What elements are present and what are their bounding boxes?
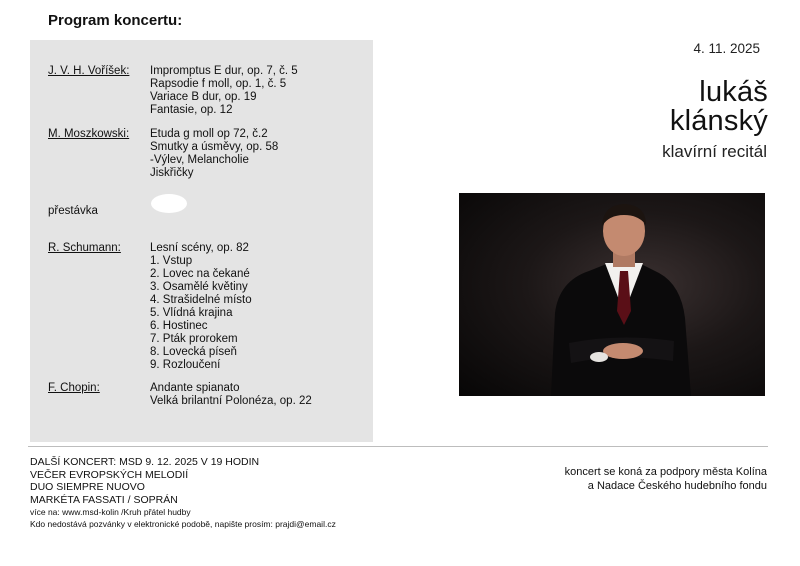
works-moszkowski bbox=[150, 128, 278, 180]
composer-chopin: F. Chopin: bbox=[48, 382, 100, 394]
work-item: Andante spianato bbox=[150, 382, 240, 394]
recital-subtitle: klavírní recitál bbox=[662, 142, 767, 161]
work-item: Impromptus E dur, op. 7, č. 5 bbox=[150, 65, 298, 77]
next-concert-line: DALŠÍ KONCERT: MSD 9. 12. 2025 V 19 HODIN bbox=[30, 456, 260, 468]
work-item: Lesní scény, op. 82 bbox=[150, 242, 249, 254]
work-item: 6. Hostinec bbox=[150, 320, 208, 332]
program-panel bbox=[30, 40, 373, 442]
work-item: Velká brilantní Polonéza, op. 22 bbox=[150, 395, 312, 407]
work-item: 1. Vstup bbox=[150, 255, 193, 267]
next-concert-line: VEČER EVROPSKÝCH MELODIÍ bbox=[30, 468, 189, 481]
footer-divider bbox=[28, 446, 768, 447]
work-item: Smutky a úsměvy, op. 58 bbox=[150, 141, 279, 153]
composer-vorisek: J. V. H. Voříšek: bbox=[48, 65, 130, 77]
work-item: Fantasie, op. 12 bbox=[150, 104, 233, 116]
next-concert-line: DUO SIEMPRE NUOVO bbox=[30, 481, 145, 494]
work-item: -Výlev, Melancholie bbox=[150, 154, 249, 166]
work-item: 2. Lovec na čekané bbox=[150, 268, 250, 280]
composer-moszkowski: M. Moszkowski: bbox=[48, 128, 130, 140]
artist-first-name: lukáš bbox=[699, 76, 768, 108]
intermission-oval bbox=[151, 194, 187, 213]
intermission-label: přestávka bbox=[48, 205, 98, 217]
info-line: Kdo nedostává pozvánky v elektronické podobě, napište prosím: prajdi@email.cz bbox=[30, 519, 336, 530]
work-item: Variace B dur, op. 19 bbox=[150, 91, 257, 103]
works-vorisek bbox=[150, 65, 298, 117]
works-chopin bbox=[150, 382, 312, 408]
work-item: Rapsodie f moll, op. 1, č. 5 bbox=[150, 78, 287, 90]
artist-last-name: klánský bbox=[669, 105, 768, 137]
work-item: Jiskřičky bbox=[150, 167, 194, 179]
info-line: více na: www.msd-kolin /Kruh přátel hudby bbox=[30, 507, 191, 518]
footer-next-concert bbox=[30, 456, 336, 530]
work-item: 5. Vlídná krajina bbox=[150, 307, 233, 319]
support-line: koncert se koná za podpory města Kolína bbox=[564, 466, 767, 478]
works-schumann bbox=[150, 242, 252, 372]
work-item: Etuda g moll op 72, č.2 bbox=[150, 128, 268, 140]
work-item: 3. Osamělé květiny bbox=[150, 281, 248, 293]
work-item: 8. Lovecká píseň bbox=[150, 346, 237, 358]
work-item: 9. Rozloučení bbox=[150, 359, 221, 371]
composer-schumann: R. Schumann: bbox=[48, 242, 121, 254]
support-line: a Nadace Českého hudebního fondu bbox=[587, 480, 767, 492]
next-concert-line: MARKÉTA FASSATI / SOPRÁN bbox=[30, 493, 178, 506]
artist-name bbox=[670, 78, 768, 136]
artist-photo bbox=[459, 193, 765, 396]
work-item: 4. Strašidelné místo bbox=[150, 294, 252, 306]
concert-date: 4. 11. 2025 bbox=[693, 41, 760, 56]
footer-support bbox=[565, 465, 767, 493]
program-heading: Program koncertu: bbox=[48, 12, 183, 29]
work-item: 7. Pták prorokem bbox=[150, 333, 238, 345]
